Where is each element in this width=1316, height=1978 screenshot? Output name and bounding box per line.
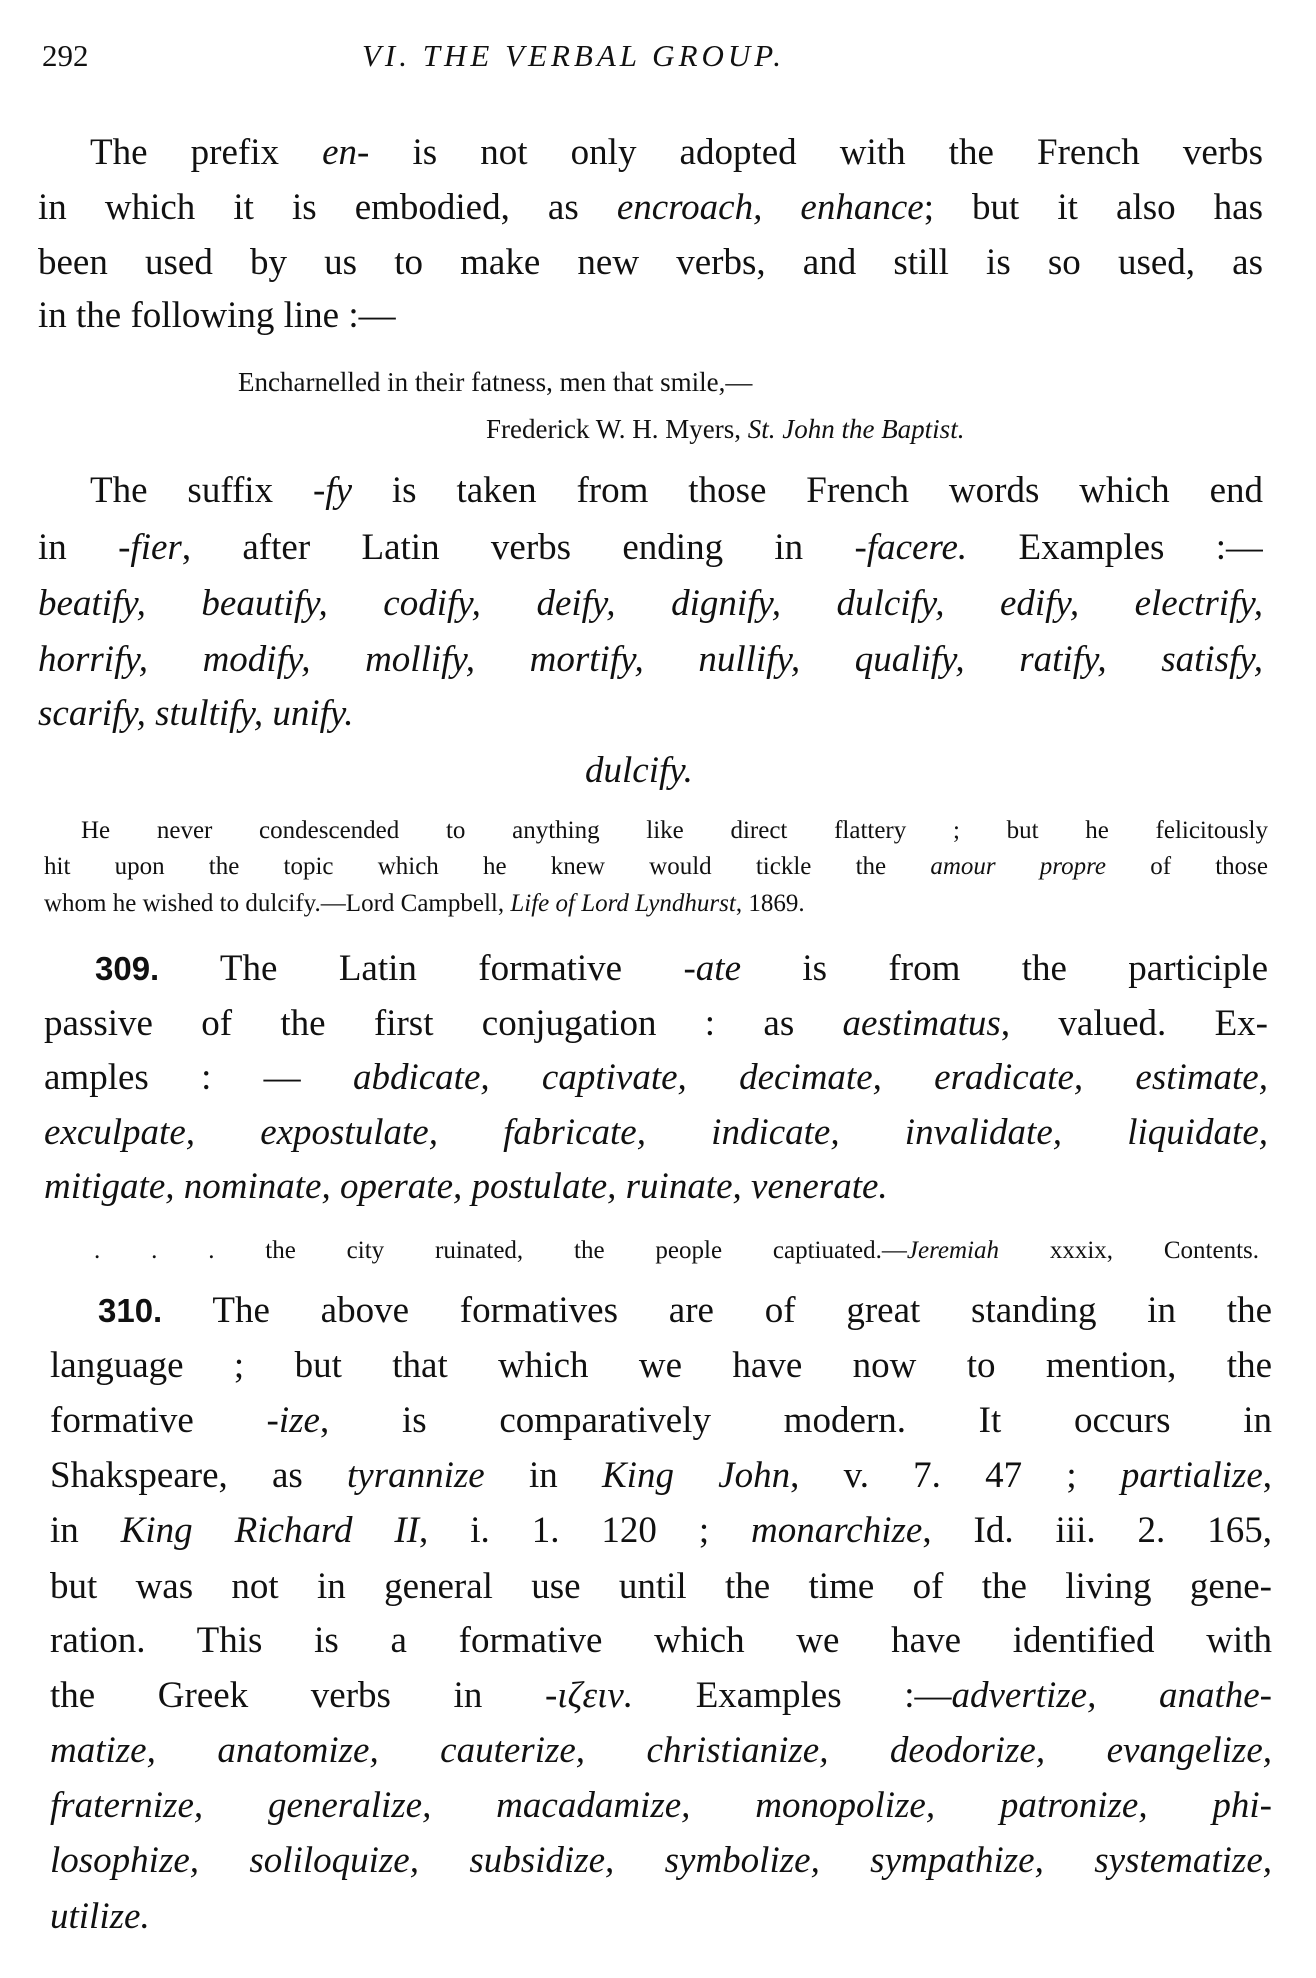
quote-attribution	[486, 411, 964, 447]
text-segment: , is comparatively modern. It occurs in	[319, 1400, 1272, 1441]
text-line	[38, 240, 1263, 286]
text-segment: , Id. iii. 2. 165,	[922, 1510, 1272, 1551]
text-segment: amples : —	[44, 1057, 353, 1098]
text-segment: ,	[1262, 1455, 1272, 1496]
text-line	[50, 1728, 1272, 1774]
text-segment: in which it is embodied, as	[38, 187, 617, 228]
text-segment: . . . the city ruinated, the people captiuated.—	[94, 1237, 907, 1264]
text-segment: Frederick W. H. Myers,	[486, 414, 748, 444]
text-line	[44, 1001, 1268, 1047]
italic-text: tyrannize	[347, 1455, 485, 1496]
text-segment: language ; but that which we have now to mention, the	[50, 1345, 1272, 1386]
quote-line	[238, 364, 752, 400]
italic-text: King Richard II	[120, 1510, 420, 1551]
italic-text: partialize	[1120, 1455, 1263, 1496]
text-segment: The prefix	[90, 132, 323, 173]
text-segment: ; but it also has	[923, 187, 1263, 228]
text-line	[50, 1453, 1272, 1499]
italic-text: beatify, beautify, codify, deify, dignify, dulcify, edify, electrify,	[38, 583, 1263, 624]
text-segment: The Latin formative	[159, 948, 684, 989]
text-segment: Shakspeare, as	[50, 1455, 348, 1496]
quote-line	[44, 887, 805, 921]
text-segment: but was not in general use until the time of the living gene-	[50, 1566, 1272, 1607]
text-segment: in	[484, 1455, 602, 1496]
italic-text: -facere.	[854, 527, 968, 568]
text-segment: of those	[1106, 853, 1268, 880]
text-line	[90, 130, 1263, 176]
italic-text: matize, anatomize, cauterize, christianize, deodorize, evangelize,	[50, 1730, 1272, 1771]
italic-text: -ize	[266, 1400, 320, 1441]
text-segment: Examples :—	[967, 527, 1263, 568]
text-line	[50, 1673, 1272, 1719]
text-line	[50, 1343, 1272, 1389]
quotation-jeremiah	[94, 1234, 1259, 1268]
italic-text: St. John the Baptist.	[747, 414, 965, 444]
italic-text: -ιζειν.	[544, 1675, 634, 1716]
text-line	[50, 1508, 1272, 1554]
text-line	[50, 1398, 1272, 1444]
text-segment: , after Latin verbs ending in	[181, 527, 855, 568]
quote-line	[44, 850, 1268, 884]
italic-text: exculpate, expostulate, fabricate, indicate, invalidate, liquidate,	[44, 1112, 1268, 1153]
text-line	[98, 1288, 1272, 1334]
text-segment: The suffix	[90, 470, 313, 511]
text-segment: xxxix, Contents.	[998, 1237, 1259, 1264]
text-segment: , valued. Ex-	[1000, 1003, 1268, 1044]
text-segment: been used by us to make new verbs, and still is so used, as	[38, 242, 1263, 283]
italic-text: abdicate, captivate, decimate, eradicate, estimate,	[352, 1057, 1268, 1098]
text-segment: the Greek verbs in	[50, 1675, 545, 1716]
text-segment: , v. 7. 47 ;	[790, 1455, 1121, 1496]
text-segment: whom he wished to dulcify.—Lord Campbell,	[44, 890, 511, 917]
italic-text: King John	[601, 1455, 791, 1496]
text-line	[38, 293, 396, 339]
italic-text: advertize, anathe-	[951, 1675, 1272, 1716]
text-line	[44, 1055, 1268, 1101]
italic-text: mitigate, nominate, operate, postulate, ruinate, venerate.	[44, 1166, 888, 1207]
italic-text: dulcify.	[585, 750, 693, 791]
text-segment: He never condescended to anything like direct flattery ; but he felicitously	[81, 817, 1268, 844]
text-segment: formative	[50, 1400, 267, 1441]
italic-text: scarify, stultify, unify.	[38, 693, 354, 734]
text-segment: Encharnelled in their fatness, men that smile,—	[238, 367, 753, 397]
text-line	[90, 468, 1263, 514]
text-line	[50, 1564, 1272, 1610]
text-segment: ration. This is a formative which we have identified with	[50, 1620, 1272, 1661]
italic-text: en-	[322, 132, 370, 173]
text-segment: is taken from those French words which end	[352, 470, 1263, 511]
section-number: 310.	[98, 1292, 163, 1329]
italic-text: utilize.	[50, 1896, 150, 1937]
text-line	[38, 525, 1263, 571]
text-segment: is from the participle	[741, 948, 1268, 989]
text-line	[50, 1894, 150, 1940]
text-segment: in	[50, 1510, 121, 1551]
text-segment: , 1869.	[735, 890, 805, 917]
text-segment: Examples :—	[633, 1675, 952, 1716]
text-segment: in	[38, 527, 119, 568]
text-segment: The above formatives are of great standing in the	[162, 1290, 1272, 1331]
italic-text: monarchize	[751, 1510, 923, 1551]
italic-text: encroach, enhance	[616, 187, 924, 228]
italic-text: fraternize, generalize, macadamize, monopolize, patronize, phi-	[50, 1785, 1272, 1826]
text-line	[38, 581, 1263, 627]
quote-line	[81, 814, 1268, 848]
text-line	[50, 1783, 1272, 1829]
italic-text: losophize, soliloquize, subsidize, symbolize, sympathize, systematize,	[50, 1840, 1272, 1881]
text-line	[95, 946, 1268, 992]
page-number: 292	[42, 38, 89, 73]
text-line	[38, 637, 1263, 683]
italic-text: Life of Lord Lyndhurst	[510, 890, 736, 917]
running-head: VI. THE VERBAL GROUP.	[362, 38, 785, 73]
text-segment: is not only adopted with the French verbs	[369, 132, 1263, 173]
text-line	[50, 1838, 1272, 1884]
italic-text: aestimatus	[842, 1003, 1001, 1044]
italic-text: horrify, modify, mollify, mortify, nullify, qualify, ratify, satisfy,	[38, 639, 1263, 680]
text-segment: in the following line :—	[38, 295, 396, 336]
text-line	[38, 691, 354, 737]
text-segment: , i. 1. 120 ;	[419, 1510, 752, 1551]
text-line	[44, 1164, 888, 1210]
section-number: 309.	[95, 950, 160, 987]
italic-text: Jeremiah	[906, 1237, 999, 1264]
text-line	[38, 185, 1263, 231]
text-segment: passive of the first conjugation : as	[44, 1003, 843, 1044]
text-line	[44, 1110, 1268, 1156]
italic-text: -fier	[118, 527, 182, 568]
text-segment: hit upon the topic which he knew would tickle the	[44, 853, 931, 880]
italic-text: -fy	[312, 470, 352, 511]
example-heading	[585, 748, 693, 794]
text-line	[50, 1618, 1272, 1664]
italic-text: -ate	[683, 948, 742, 989]
italic-text: amour propre	[930, 853, 1106, 880]
